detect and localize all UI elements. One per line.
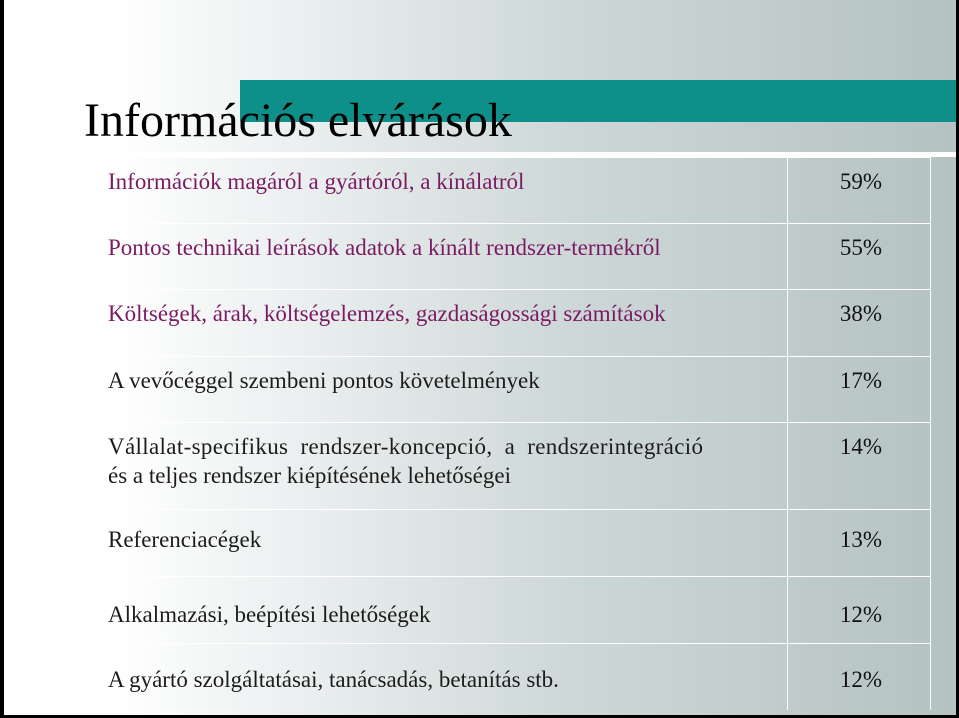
row-label: Alkalmazási, beépítési lehetőségek bbox=[108, 602, 431, 627]
decorative-dot bbox=[85, 13, 94, 22]
row-label: A vevőcéggel szembeni pontos követelmények bbox=[108, 368, 540, 393]
row-label: A gyártó szolgáltatásai, tanácsadás, betanítás stb. bbox=[108, 667, 559, 692]
row-value: 12% bbox=[839, 667, 882, 692]
row-value: 13% bbox=[839, 527, 882, 552]
row-label: Költségek, árak, költségelemzés, gazdaságossági számítások bbox=[108, 301, 666, 326]
row-label: Pontos technikai leírások adatok a kínált rendszer-termékről bbox=[108, 235, 661, 260]
decorative-dot bbox=[85, 36, 94, 45]
row-label: Információk magáról a gyártóról, a kínálatról bbox=[108, 169, 525, 194]
row-label: Referenciacégek bbox=[108, 527, 262, 552]
slide-title: Információs elvárások bbox=[84, 94, 512, 147]
slide-left-border bbox=[0, 0, 4, 718]
row-value: 17% bbox=[839, 368, 882, 393]
table-row bbox=[92, 223, 930, 289]
table-row bbox=[92, 157, 930, 223]
expectations-table bbox=[91, 157, 931, 710]
row-label-line2: és a teljes rendszer kiépítésének lehetőségei bbox=[108, 463, 511, 488]
row-value: 38% bbox=[839, 301, 882, 326]
table-row bbox=[92, 576, 930, 643]
row-value: 55% bbox=[839, 235, 882, 260]
decorative-dot bbox=[85, 58, 94, 67]
row-label-line1: Vállalat-specifikus rendszer-koncepció, a rendszerintegráció bbox=[108, 434, 704, 459]
row-value: 12% bbox=[839, 602, 882, 627]
table-row bbox=[92, 643, 930, 710]
row-value: 14% bbox=[839, 434, 882, 459]
table-row bbox=[92, 289, 930, 356]
table-row bbox=[92, 509, 930, 576]
table-row bbox=[92, 356, 930, 422]
row-value: 59% bbox=[839, 169, 882, 194]
table-row bbox=[92, 422, 930, 509]
